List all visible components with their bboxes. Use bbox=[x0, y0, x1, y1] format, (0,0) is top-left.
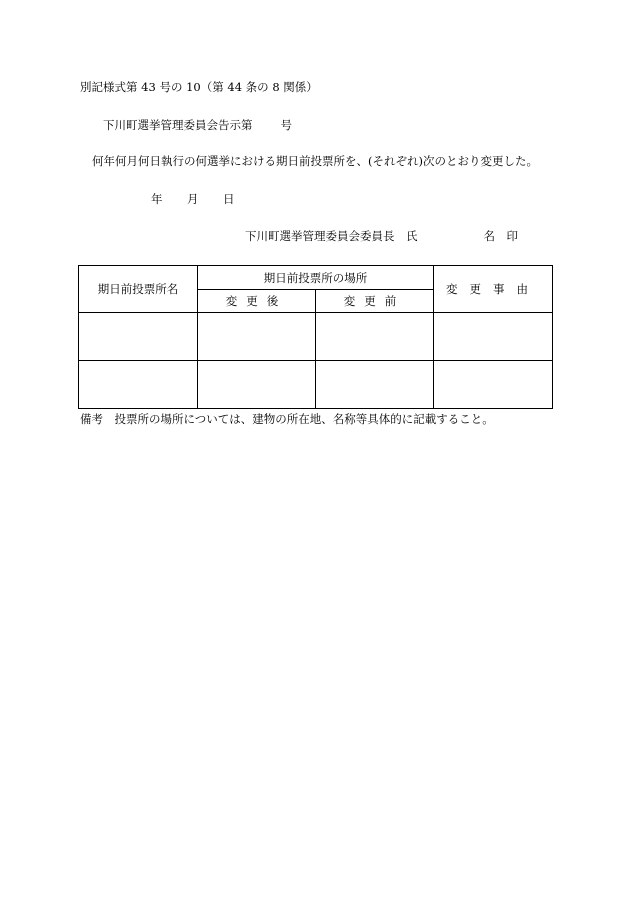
date-day: 日 bbox=[223, 192, 235, 206]
notice-prefix: 下川町選挙管理委員会告示第 bbox=[103, 118, 253, 132]
form-header: 別記様式第 43 号の 10（第 44 条の 8 関係） bbox=[80, 80, 318, 94]
table-row bbox=[79, 361, 553, 409]
signer-title: 下川町選挙管理委員会委員長 氏 bbox=[245, 229, 418, 243]
notice-body: 何年何月何日執行の何選挙における期日前投票所を、(それぞれ)次のとおり変更した。 bbox=[92, 154, 538, 168]
header-location: 期日前投票所の場所 bbox=[198, 266, 434, 290]
notice-title bbox=[103, 120, 292, 132]
signer-line bbox=[245, 231, 518, 243]
header-before: 変更前 bbox=[316, 290, 434, 313]
cell-after[interactable] bbox=[198, 313, 316, 361]
polling-place-change-table bbox=[78, 265, 553, 409]
table-row bbox=[79, 313, 553, 361]
cell-before[interactable] bbox=[316, 313, 434, 361]
remarks: 備考 投票所の場所については、建物の所在地、名称等具体的に記載すること。 bbox=[80, 412, 494, 426]
header-reason: 変更事由 bbox=[434, 266, 553, 313]
signer-name-seal: 名 印 bbox=[483, 229, 518, 243]
notice-suffix: 号 bbox=[280, 118, 292, 132]
date-line bbox=[151, 194, 235, 206]
cell-reason[interactable] bbox=[434, 361, 553, 409]
cell-after[interactable] bbox=[198, 361, 316, 409]
date-year: 年 bbox=[151, 192, 163, 206]
cell-reason[interactable] bbox=[434, 313, 553, 361]
cell-place-name[interactable] bbox=[79, 361, 198, 409]
header-place-name: 期日前投票所名 bbox=[79, 266, 198, 313]
table-header-row-1 bbox=[79, 266, 553, 290]
cell-before[interactable] bbox=[316, 361, 434, 409]
header-after: 変更後 bbox=[198, 290, 316, 313]
cell-place-name[interactable] bbox=[79, 313, 198, 361]
date-month: 月 bbox=[187, 192, 199, 206]
